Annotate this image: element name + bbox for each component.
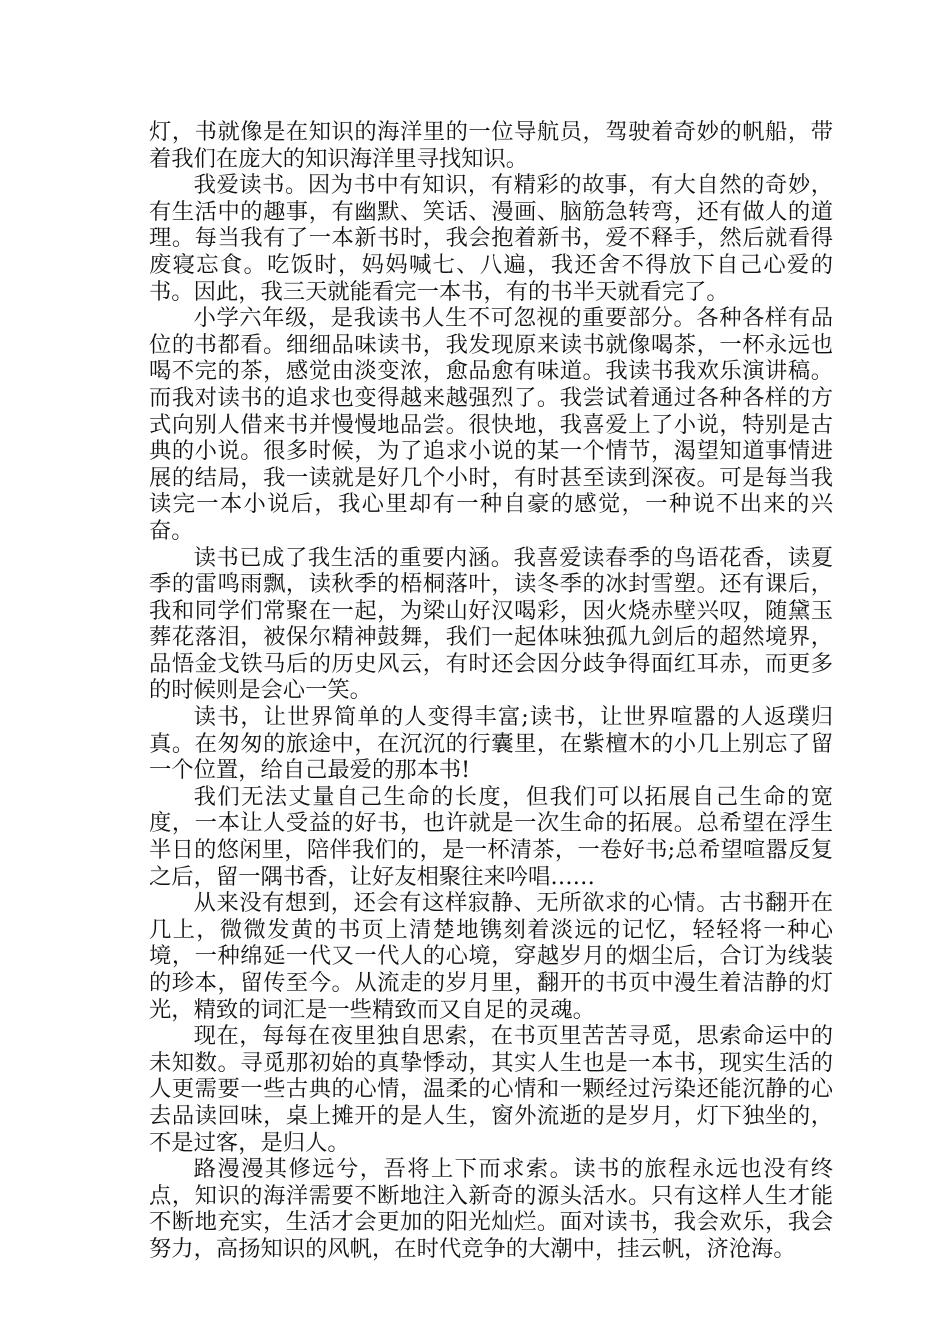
paragraph: 从来没有想到，还会有这样寂静、无所欲求的心情。古书翻开在几上，微微发黄的书页上清楚地镌刻着淡远的记忆，轻轻将一种心境，一种绵延一代又一代人的心境，穿越岁月的烟尘后，合订为线装的珍本，留传至今。从流走的岁月里，翻开的书页中漫生着洁静的灯光，精致的词汇是一些精致而又自足的灵魂。 bbox=[149, 890, 833, 1023]
paragraph: 我们无法丈量自己生命的长度，但我们可以拓展自己生命的宽度，一本让人受益的好书，也许就是一次生命的拓展。总希望在浮生半日的悠闲里，陪伴我们的，是一杯清茶，一卷好书;总希望喧嚣反复之后，留一隅书香，让好友相聚往来吟唱…… bbox=[149, 783, 833, 890]
paragraph: 读书，让世界简单的人变得丰富;读书，让世界喧嚣的人返璞归真。在匆匆的旅途中，在沉沉的行囊里，在紫檀木的小几上别忘了留一个位置，给自己最爱的那本书! bbox=[149, 704, 833, 784]
paragraph-continuation: 灯，书就像是在知识的海洋里的一位导航员，驾驶着奇妙的帆船，带着我们在庞大的知识海洋里寻找知识。 bbox=[149, 119, 833, 172]
paragraph: 小学六年级，是我读书人生不可忽视的重要部分。各种各样有品位的书都看。细细品味读书，我发现原来读书就像喝茶，一杯永远也喝不完的茶，感觉由淡变浓，愈品愈有味道。我读书我欢乐演讲稿。而我对读书的追求也变得越来越强烈了。我尝试着通过各种各样的方式向别人借来书并慢慢地品尝。很快地，我喜爱上了小说，特别是古典的小说。很多时候，为了追求小说的某一个情节，渴望知道事情进展的结局，我一读就是好几个小时，有时甚至读到深夜。可是每当我读完一本小说后，我心里却有一种自豪的感觉，一种说不出来的兴奋。 bbox=[149, 305, 833, 544]
paragraph: 我爱读书。因为书中有知识，有精彩的故事，有大自然的奇妙，有生活中的趣事，有幽默、笑话、漫画、脑筋急转弯，还有做人的道理。每当我有了一本新书时，我会抱着新书，爱不释手，然后就看得废寝忘食。吃饭时，妈妈喊七、八遍，我还舍不得放下自己心爱的书。因此，我三天就能看完一本书，有的书半天就看完了。 bbox=[149, 172, 833, 305]
paragraph: 路漫漫其修远兮，吾将上下而求索。读书的旅程永远也没有终点，知识的海洋需要不断地注入新奇的源头活水。只有这样人生才能不断地充实，生活才会更加的阳光灿烂。面对读书，我会欢乐，我会努力，高扬知识的风帆，在时代竞争的大潮中，挂云帆，济沧海。 bbox=[149, 1156, 833, 1262]
essay-body bbox=[149, 119, 833, 1263]
paragraph: 读书已成了我生活的重要内涵。我喜爱读春季的鸟语花香，读夏季的雷鸣雨飘，读秋季的梧桐落叶，读冬季的冰封雪塑。还有课后，我和同学们常聚在一起，为梁山好汉喝彩，因火烧赤壁兴叹，随黛玉葬花落泪，被保尔精神鼓舞，我们一起体味独孤九剑后的超然境界，品悟金戈铁马后的历史风云，有时还会因分歧争得面红耳赤，而更多的时候则是会心一笑。 bbox=[149, 544, 833, 704]
paragraph: 现在，每每在夜里独自思索，在书页里苦苦寻觅，思索命运中的未知数。寻觅那初始的真挚悸动，其实人生也是一本书，现实生活的人更需要一些古典的心情，温柔的心情和一颗经过污染还能沉静的心去品读回味，桌上摊开的是人生，窗外流逝的是岁月，灯下独坐的，不是过客，是归人。 bbox=[149, 1023, 833, 1156]
